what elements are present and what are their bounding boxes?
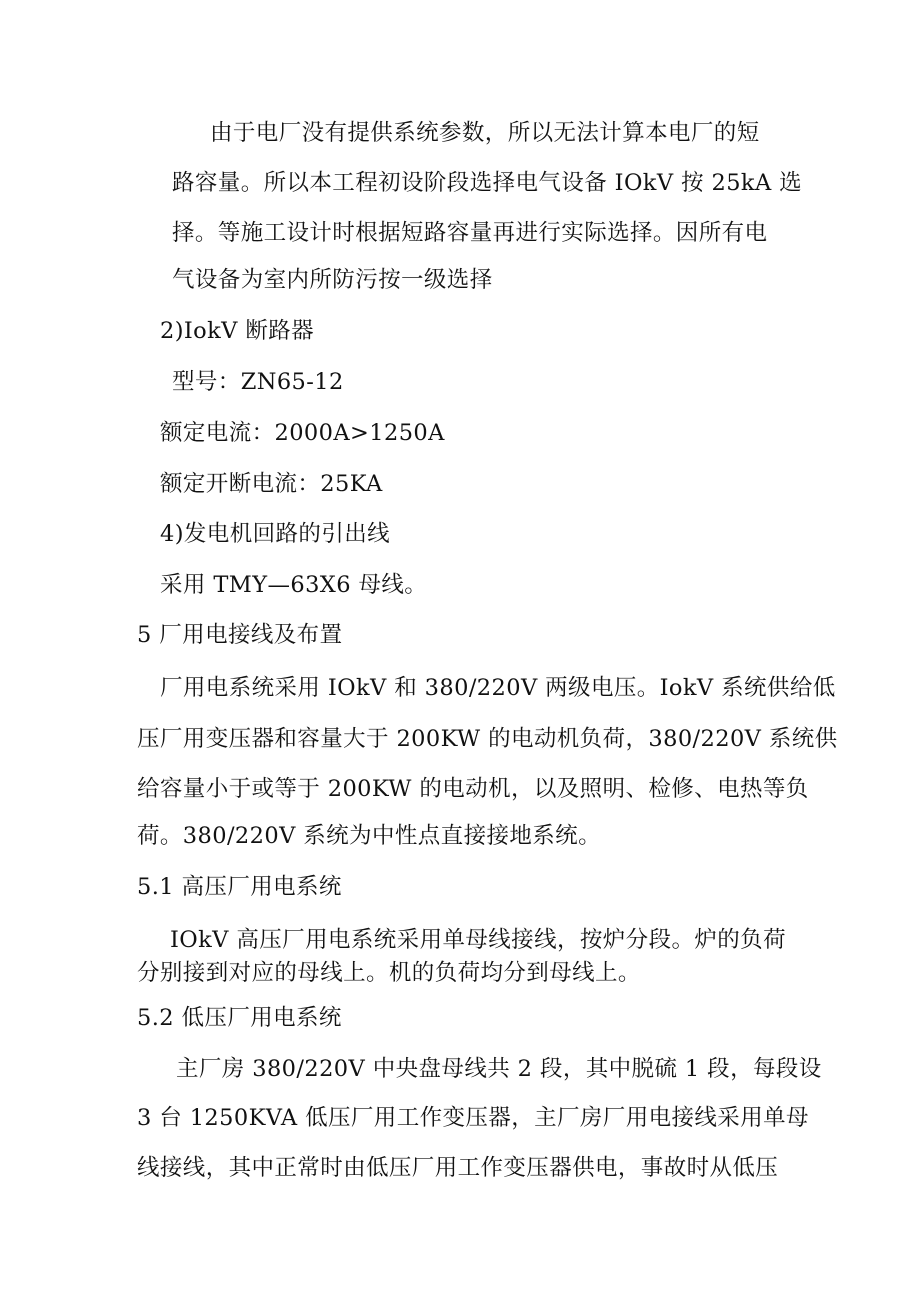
paragraph-line: 择。等施工设计时根据短路容量再进行实际选择。因所有电 <box>172 220 768 246</box>
paragraph-line: 给容量小于或等于 200KW 的电动机，以及照明、检修、电热等负 <box>137 776 809 802</box>
section-heading: 5.1 高压厂用电系统 <box>137 874 342 900</box>
paragraph-line: IOkV 高压厂用电系统采用单母线接线，按炉分段。炉的负荷 <box>170 927 786 953</box>
paragraph-line: 压厂用变压器和容量大于 200KW 的电动机负荷，380/220V 系统供 <box>137 726 838 752</box>
spec-rated-current: 额定电流：2000A>1250A <box>160 420 445 446</box>
spec-model: 型号：ZN65-12 <box>172 369 344 395</box>
list-item-heading: 4)发电机回路的引出线 <box>160 521 390 547</box>
section-heading: 5 厂用电接线及布置 <box>137 622 343 648</box>
paragraph-line: 分别接到对应的母线上。机的负荷均分到母线上。 <box>137 960 641 986</box>
paragraph-line: 路容量。所以本工程初设阶段选择电气设备 IOkV 按 25kA 选 <box>172 170 803 196</box>
spec-busbar: 采用 TMY—63X6 母线。 <box>160 572 428 598</box>
paragraph-line: 线接线，其中正常时由低压厂用工作变压器供电，事故时从低压 <box>137 1155 779 1181</box>
paragraph-line: 由于电厂没有提供系统参数，所以无法计算本电厂的短 <box>210 120 760 146</box>
section-heading: 5.2 低压厂用电系统 <box>137 1005 342 1031</box>
paragraph-line: 气设备为室内所防污按一级选择 <box>172 267 493 293</box>
paragraph-line: 主厂房 380/220V 中央盘母线共 2 段，其中脱硫 1 段，每段设 <box>176 1056 822 1082</box>
paragraph-line: 厂用电系统采用 IOkV 和 380/220V 两级电压。IokV 系统供给低 <box>160 675 836 701</box>
paragraph-line: 3 台 1250KVA 低压厂用工作变压器，主厂房厂用电接线采用单母 <box>137 1105 809 1131</box>
list-item-heading: 2)IokV 断路器 <box>160 318 315 344</box>
paragraph-line: 荷。380/220V 系统为中性点直接接地系统。 <box>137 823 601 849</box>
spec-breaking-current: 额定开断电流：25KA <box>160 471 383 497</box>
